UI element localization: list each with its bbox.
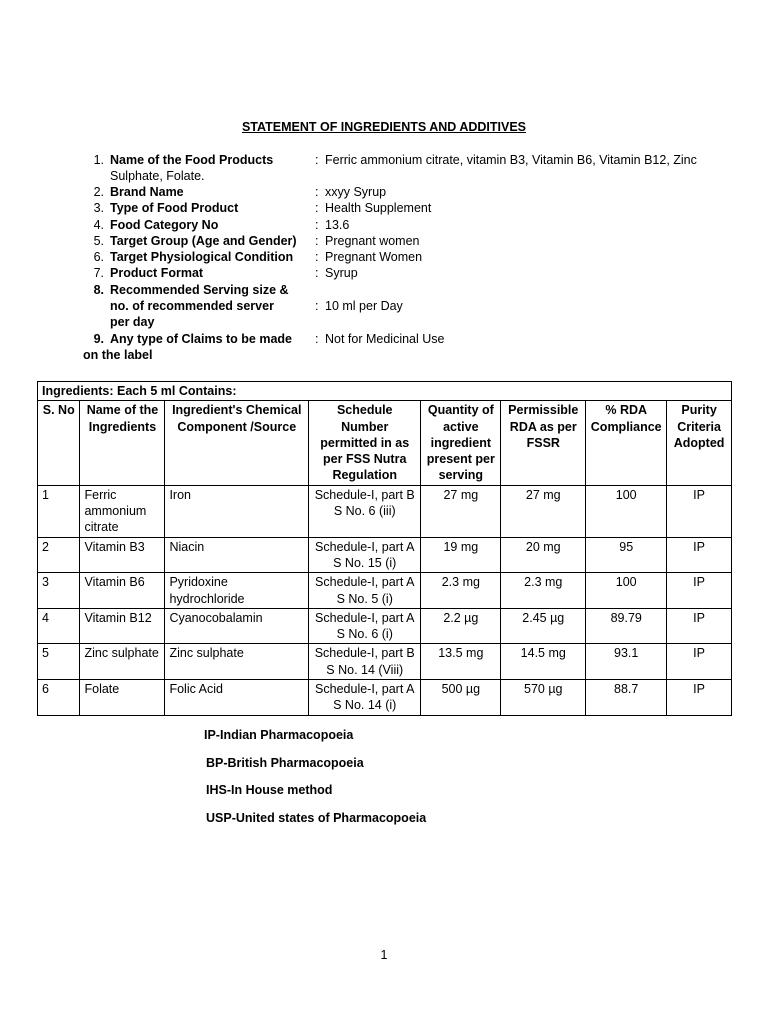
item-number: 7. xyxy=(93,266,104,281)
header-compliance: % RDA Compliance xyxy=(586,401,667,485)
cell-component: Zinc sulphate xyxy=(165,644,309,680)
colon: : xyxy=(315,201,319,216)
cell-compliance: 89.79 xyxy=(586,608,667,644)
cell-quantity: 500 µg xyxy=(421,680,501,716)
item-value: Pregnant women xyxy=(325,233,420,248)
table-row xyxy=(38,537,732,573)
item-number: 8. xyxy=(93,282,104,297)
colon: : xyxy=(315,266,319,281)
item-number: 3. xyxy=(93,201,104,216)
cell-quantity: 2.3 mg xyxy=(421,573,501,609)
cell-rda: 14.5 mg xyxy=(501,644,586,680)
item-value: 10 ml per Day xyxy=(325,299,403,314)
legend-item: IHS-In House method xyxy=(206,783,333,797)
item-value: Not for Medicinal Use xyxy=(325,331,445,346)
info-item-food-products xyxy=(78,152,738,184)
header-component: Ingredient's Chemical Component /Source xyxy=(165,401,309,485)
cell-sno: 4 xyxy=(38,608,80,644)
colon: : xyxy=(315,331,319,346)
cell-quantity: 13.5 mg xyxy=(421,644,501,680)
cell-component: Cyanocobalamin xyxy=(165,608,309,644)
info-item-serving xyxy=(78,282,738,331)
info-item-type xyxy=(78,200,738,216)
cell-rda: 570 µg xyxy=(501,680,586,716)
item-number: 5. xyxy=(93,233,104,248)
abbreviation-legend xyxy=(204,727,426,837)
document-title: STATEMENT OF INGREDIENTS AND ADDITIVES xyxy=(241,120,527,134)
table-row xyxy=(38,608,732,644)
cell-rda: 27 mg xyxy=(501,485,586,537)
item-label-line: per day xyxy=(110,315,155,330)
cell-purity: IP xyxy=(667,573,732,609)
colon: : xyxy=(315,299,319,314)
cell-rda: 20 mg xyxy=(501,537,586,573)
item-number: 1. xyxy=(93,153,104,167)
cell-component: Iron xyxy=(165,485,309,537)
colon: : xyxy=(315,233,319,248)
info-item-physiological xyxy=(78,249,738,265)
info-item-brand xyxy=(78,184,738,200)
cell-name: Vitamin B12 xyxy=(80,608,165,644)
cell-quantity: 19 mg xyxy=(421,537,501,573)
item-value: xxyy Syrup xyxy=(325,185,387,199)
header-schedule: Schedule Number permitted in as per FSS Nutra Regulation xyxy=(309,401,421,485)
item-label xyxy=(110,282,289,331)
table-caption: Ingredients: Each 5 ml Contains: xyxy=(38,382,732,401)
colon: : xyxy=(315,153,319,167)
item-label: Type of Food Product xyxy=(110,201,239,216)
header-name: Name of the Ingredients xyxy=(80,401,165,485)
item-label-line: on the label xyxy=(83,348,153,363)
item-label: Target Physiological Condition xyxy=(110,250,294,265)
cell-purity: IP xyxy=(667,680,732,716)
cell-purity: IP xyxy=(667,485,732,537)
table-caption-row xyxy=(38,382,732,401)
cell-purity: IP xyxy=(667,644,732,680)
cell-name: Folate xyxy=(80,680,165,716)
cell-quantity: 27 mg xyxy=(421,485,501,537)
cell-component: Niacin xyxy=(165,537,309,573)
header-quantity: Quantity of active ingredient present per serving xyxy=(421,401,501,485)
product-info-list xyxy=(78,152,738,364)
cell-purity: IP xyxy=(667,537,732,573)
cell-sno: 6 xyxy=(38,680,80,716)
cell-compliance: 88.7 xyxy=(586,680,667,716)
item-label xyxy=(83,331,292,364)
table-header-row xyxy=(38,401,732,485)
cell-compliance: 100 xyxy=(586,573,667,609)
item-value: Health Supplement xyxy=(325,201,432,216)
colon: : xyxy=(315,217,319,232)
ingredients-table xyxy=(37,381,732,716)
table-row xyxy=(38,680,732,716)
item-number: 4. xyxy=(93,217,104,232)
item-label: Name of the Food Products xyxy=(110,153,274,167)
item-label: Food Category No xyxy=(110,217,219,232)
cell-name: Vitamin B6 xyxy=(80,573,165,609)
cell-schedule: Schedule-I, part A S No. 6 (i) xyxy=(309,608,421,644)
item-value: Pregnant Women xyxy=(325,250,423,265)
cell-schedule: Schedule-I, part B S No. 14 (Viii) xyxy=(309,644,421,680)
table-row xyxy=(38,573,732,609)
item-number: 9. xyxy=(93,331,104,346)
colon: : xyxy=(315,250,319,265)
item-value: Ferric ammonium citrate, vitamin B3, Vitamin B6, Vitamin B12, Zinc xyxy=(325,153,697,167)
item-label: Brand Name xyxy=(110,185,184,199)
cell-quantity: 2.2 µg xyxy=(421,608,501,644)
item-number: 2. xyxy=(93,185,104,199)
cell-compliance: 95 xyxy=(586,537,667,573)
item-label: Target Group (Age and Gender) xyxy=(110,233,297,248)
cell-schedule: Schedule-I, part A S No. 14 (i) xyxy=(309,680,421,716)
info-item-target-group xyxy=(78,233,738,249)
cell-schedule: Schedule-I, part B S No. 6 (iii) xyxy=(309,485,421,537)
info-item-format xyxy=(78,265,738,281)
info-item-category xyxy=(78,217,738,233)
item-label-line: Any type of Claims to be made xyxy=(110,331,292,346)
cell-rda: 2.3 mg xyxy=(501,573,586,609)
legend-item: BP-British Pharmacopoeia xyxy=(206,755,364,770)
cell-name: Zinc sulphate xyxy=(80,644,165,680)
cell-compliance: 93.1 xyxy=(586,644,667,680)
page-number: 1 xyxy=(380,948,388,962)
item-value: 13.6 xyxy=(325,217,350,232)
cell-sno: 2 xyxy=(38,537,80,573)
item-number: 6. xyxy=(93,250,104,265)
item-value-continued: Sulphate, Folate. xyxy=(110,169,205,184)
cell-schedule: Schedule-I, part A S No. 5 (i) xyxy=(309,573,421,609)
cell-component: Folic Acid xyxy=(165,680,309,716)
item-label-line: Recommended Serving size & xyxy=(110,282,289,297)
table-row xyxy=(38,485,732,537)
item-label-line: no. of recommended server xyxy=(110,299,274,314)
cell-sno: 1 xyxy=(38,485,80,537)
table-row xyxy=(38,644,732,680)
legend-item: IP-Indian Pharmacopoeia xyxy=(204,728,354,742)
cell-purity: IP xyxy=(667,608,732,644)
cell-name: Vitamin B3 xyxy=(80,537,165,573)
item-label: Product Format xyxy=(110,266,204,281)
cell-sno: 5 xyxy=(38,644,80,680)
item-value: Syrup xyxy=(325,266,358,281)
cell-component: Pyridoxine hydrochloride xyxy=(165,573,309,609)
legend-item: USP-United states of Pharmacopoeia xyxy=(206,810,427,825)
info-item-claims xyxy=(78,331,738,364)
cell-compliance: 100 xyxy=(586,485,667,537)
header-purity: Purity Criteria Adopted xyxy=(667,401,732,485)
cell-rda: 2.45 µg xyxy=(501,608,586,644)
header-sno: S. No xyxy=(38,401,80,485)
cell-schedule: Schedule-I, part A S No. 15 (i) xyxy=(309,537,421,573)
cell-name: Ferric ammonium citrate xyxy=(80,485,165,537)
colon: : xyxy=(315,185,319,199)
header-rda: Permissible RDA as per FSSR xyxy=(501,401,586,485)
cell-sno: 3 xyxy=(38,573,80,609)
